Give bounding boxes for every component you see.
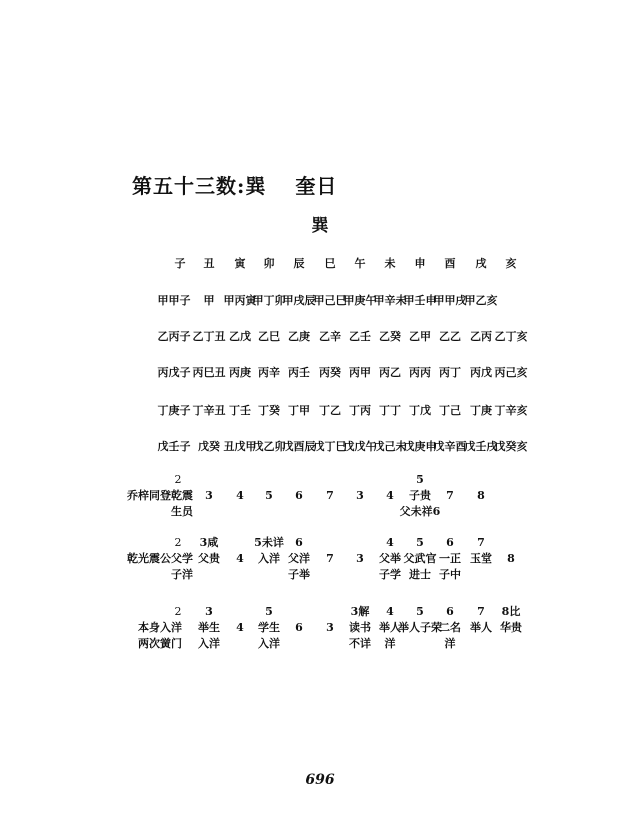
grid-cell: 甲庚午 xyxy=(343,294,377,307)
grid-cell: 甲甲戌 xyxy=(433,294,467,307)
row-cell xyxy=(470,604,492,636)
page-number: 696 xyxy=(305,772,335,788)
row-cell-line: 举人 xyxy=(470,621,492,634)
row-cell-line: 8比 xyxy=(501,605,521,618)
row-cell xyxy=(198,535,220,567)
branch-header: 巳 xyxy=(324,257,336,270)
row-cell-line: 6 xyxy=(446,536,454,549)
row-cell xyxy=(295,620,303,636)
row-cell-line: 3 xyxy=(356,552,364,565)
row-cell-line: 洋 xyxy=(444,637,456,650)
row-cell-line: 3咸 xyxy=(199,536,219,549)
branch-header: 酉 xyxy=(444,257,456,270)
grid-cell: 乙庚 xyxy=(288,330,310,343)
row-cell xyxy=(470,535,492,567)
row-cell xyxy=(379,535,401,583)
row-cell-line: 4 xyxy=(386,489,394,502)
branch-header: 午 xyxy=(354,257,366,270)
row-cell xyxy=(398,604,442,636)
row-label-line: 本身入洋 xyxy=(138,621,182,634)
grid-cell: 丙壬 xyxy=(288,366,310,379)
grid-cell: 甲己巳 xyxy=(313,294,347,307)
row-cell xyxy=(400,472,441,520)
grid-cell: 丙戊 xyxy=(470,366,492,379)
grid-cell: 戊庚申 xyxy=(403,440,437,453)
grid-cell: 戊丁巳 xyxy=(313,440,347,453)
row-cell xyxy=(254,535,284,567)
row-cell-line: 8 xyxy=(477,489,485,502)
row-lead-number: 2 xyxy=(174,536,182,549)
row-label-line: 子洋 xyxy=(171,568,193,581)
grid-cell: 戊乙卯 xyxy=(252,440,286,453)
row-cell-line: 7 xyxy=(477,536,485,549)
grid-cell: 戊酉辰 xyxy=(282,440,316,453)
grid-cell: 戊己未 xyxy=(373,440,407,453)
row-cell-line: 4 xyxy=(236,621,244,634)
branch-header: 辰 xyxy=(293,257,305,270)
grid-cell: 乙丙 xyxy=(470,330,492,343)
row-cell-line: 子举 xyxy=(288,568,310,581)
branch-header: 戌 xyxy=(475,257,487,270)
row-cell-line: 洋 xyxy=(384,637,396,650)
row-cell-line: 入洋 xyxy=(198,637,220,650)
row-cell xyxy=(439,604,461,652)
grid-cell: 乙乙 xyxy=(439,330,461,343)
grid-cell: 戊癸 xyxy=(198,440,220,453)
grid-cell: 乙壬 xyxy=(349,330,371,343)
grid-cell: 丁辛丑 xyxy=(192,404,226,417)
grid-cell: 甲壬申 xyxy=(403,294,437,307)
row-cell xyxy=(258,604,280,652)
row-cell-line: 3 xyxy=(326,621,334,634)
grid-cell: 丁辛亥 xyxy=(494,404,528,417)
grid-cell: 乙辛 xyxy=(319,330,341,343)
row-cell-line: 3 xyxy=(205,489,213,502)
row-cell xyxy=(236,551,244,567)
row-label-line: 两次黉门 xyxy=(138,637,182,650)
row-cell-line: 5 xyxy=(416,605,424,618)
row-cell xyxy=(198,604,220,652)
row-cell-line: 6 xyxy=(295,621,303,634)
grid-cell: 丙丙 xyxy=(409,366,431,379)
row-cell-line: 3解 xyxy=(350,605,370,618)
row-cell-line: 6 xyxy=(295,489,303,502)
grid-cell: 丙癸 xyxy=(319,366,341,379)
grid-cell: 甲丁卯 xyxy=(252,294,286,307)
grid-cell: 丁戊 xyxy=(409,404,431,417)
row-cell xyxy=(295,488,303,504)
branch-header: 卯 xyxy=(263,257,275,270)
row-label-line: 乔梓同登乾震 xyxy=(127,489,193,502)
branch-header: 寅 xyxy=(234,257,246,270)
grid-cell: 甲丙寅 xyxy=(223,294,257,307)
row-label xyxy=(127,488,193,520)
row-cell-line: 5未详 xyxy=(254,536,284,549)
branch-header: 未 xyxy=(384,257,396,270)
grid-cell: 丙戊子 xyxy=(157,366,191,379)
grid-cell: 甲辛未 xyxy=(373,294,407,307)
row-lead-number: 2 xyxy=(174,605,182,618)
grid-cell: 丙巳丑 xyxy=(192,366,226,379)
grid-cell: 丁丙 xyxy=(349,404,371,417)
row-cell-line: 5 xyxy=(265,605,273,618)
grid-cell: 乙巳 xyxy=(258,330,280,343)
row-cell xyxy=(326,488,334,504)
row-cell-line: 入洋 xyxy=(258,637,280,650)
row-cell-line: 学生 xyxy=(258,621,280,634)
row-cell xyxy=(288,535,310,583)
row-cell-line: 6 xyxy=(295,536,303,549)
grid-cell: 丙乙 xyxy=(379,366,401,379)
grid-cell: 戊戊午 xyxy=(343,440,377,453)
grid-cell: 丁壬 xyxy=(229,404,251,417)
grid-cell: 乙癸 xyxy=(379,330,401,343)
row-cell-line: 父武官 xyxy=(403,552,437,565)
row-cell-line: 华贵 xyxy=(500,621,522,634)
grid-cell: 乙丁亥 xyxy=(494,330,528,343)
row-cell-line: 一正 xyxy=(439,552,461,565)
grid-cell: 丙丁 xyxy=(439,366,461,379)
row-cell xyxy=(349,604,371,652)
grid-cell: 乙丁丑 xyxy=(192,330,226,343)
row-cell-line: 读书 xyxy=(349,621,371,634)
grid-cell: 丙甲 xyxy=(349,366,371,379)
row-cell-line: 举生 xyxy=(198,621,220,634)
grid-cell: 戊壬戌 xyxy=(464,440,498,453)
row-cell-line: 7 xyxy=(326,552,334,565)
row-cell-line: 8 xyxy=(507,552,515,565)
grid-cell: 丙辛 xyxy=(258,366,280,379)
row-cell-line: 4 xyxy=(236,552,244,565)
row-label xyxy=(127,551,193,583)
row-cell xyxy=(507,551,515,567)
grid-cell: 丁丁 xyxy=(379,404,401,417)
row-cell xyxy=(356,551,364,567)
grid-cell: 丁甲 xyxy=(288,404,310,417)
row-cell-line: 5 xyxy=(416,536,424,549)
row-cell-line: 玉堂 xyxy=(470,552,492,565)
row-cell-line: 子中 xyxy=(439,568,461,581)
grid-cell: 丙庚 xyxy=(229,366,251,379)
row-cell-line: 举人 xyxy=(379,621,401,634)
grid-cell: 乙丙子 xyxy=(157,330,191,343)
row-cell xyxy=(439,535,461,583)
row-cell xyxy=(205,488,213,504)
row-cell-line: 进士 xyxy=(409,568,431,581)
row-cell-line: 子学 xyxy=(379,568,401,581)
hexagram-heading: 巽 xyxy=(311,216,329,236)
row-cell-line: 4 xyxy=(236,489,244,502)
row-cell-line: 父洋 xyxy=(288,552,310,565)
row-cell-line: 举人子荣 xyxy=(398,621,442,634)
row-cell-line: 6 xyxy=(446,605,454,618)
branch-header: 申 xyxy=(414,257,426,270)
row-cell-line: 入洋 xyxy=(258,552,280,565)
row-cell xyxy=(326,620,334,636)
grid-cell: 丁乙 xyxy=(319,404,341,417)
row-cell-line: 子贵 xyxy=(409,489,431,502)
row-cell xyxy=(326,551,334,567)
row-cell-line: 5 xyxy=(265,489,273,502)
row-cell-line: 7 xyxy=(477,605,485,618)
row-label xyxy=(138,620,182,652)
row-cell-line: 二名 xyxy=(439,621,461,634)
row-cell-line: 3 xyxy=(356,489,364,502)
grid-cell: 丁庚 xyxy=(470,404,492,417)
page-title: 第五十三数:巽 奎日 xyxy=(132,174,338,198)
row-cell xyxy=(236,620,244,636)
row-cell-line: 父贵 xyxy=(198,552,220,565)
row-lead-number: 2 xyxy=(174,473,182,486)
grid-cell: 戊癸亥 xyxy=(494,440,528,453)
grid-cell: 丁癸 xyxy=(258,404,280,417)
row-cell-line: 7 xyxy=(446,489,454,502)
row-cell xyxy=(446,488,454,504)
grid-cell: 丁己 xyxy=(439,404,461,417)
grid-cell: 乙甲 xyxy=(409,330,431,343)
grid-cell: 甲 xyxy=(203,294,215,307)
branch-header: 亥 xyxy=(505,257,517,270)
grid-cell: 甲戌辰 xyxy=(282,294,316,307)
row-cell-line: 4 xyxy=(386,536,394,549)
row-cell xyxy=(265,488,273,504)
grid-cell: 丑戊甲 xyxy=(223,440,257,453)
grid-cell: 戊辛酉 xyxy=(433,440,467,453)
row-cell-line: 7 xyxy=(326,489,334,502)
row-label-line: 乾光震公父学 xyxy=(127,552,193,565)
row-cell-line: 3 xyxy=(205,605,213,618)
row-cell-line: 父未祥6 xyxy=(399,505,441,518)
row-cell xyxy=(236,488,244,504)
grid-cell: 丁庚子 xyxy=(157,404,191,417)
row-cell xyxy=(356,488,364,504)
row-cell-line: 5 xyxy=(416,473,424,486)
grid-cell: 丙己亥 xyxy=(494,366,528,379)
row-cell xyxy=(404,535,437,583)
grid-cell: 甲甲子 xyxy=(157,294,191,307)
grid-cell: 甲乙亥 xyxy=(464,294,498,307)
row-cell-line: 4 xyxy=(386,605,394,618)
row-cell-line: 父举 xyxy=(379,552,401,565)
row-cell xyxy=(477,488,485,504)
grid-cell: 乙戊 xyxy=(229,330,251,343)
row-cell xyxy=(386,488,394,504)
branch-header: 子 xyxy=(174,257,186,270)
row-cell-line: 不详 xyxy=(349,637,371,650)
row-cell xyxy=(500,604,522,636)
grid-cell: 戊壬子 xyxy=(157,440,191,453)
branch-header: 丑 xyxy=(203,257,215,270)
row-label-line: 生员 xyxy=(171,505,193,518)
